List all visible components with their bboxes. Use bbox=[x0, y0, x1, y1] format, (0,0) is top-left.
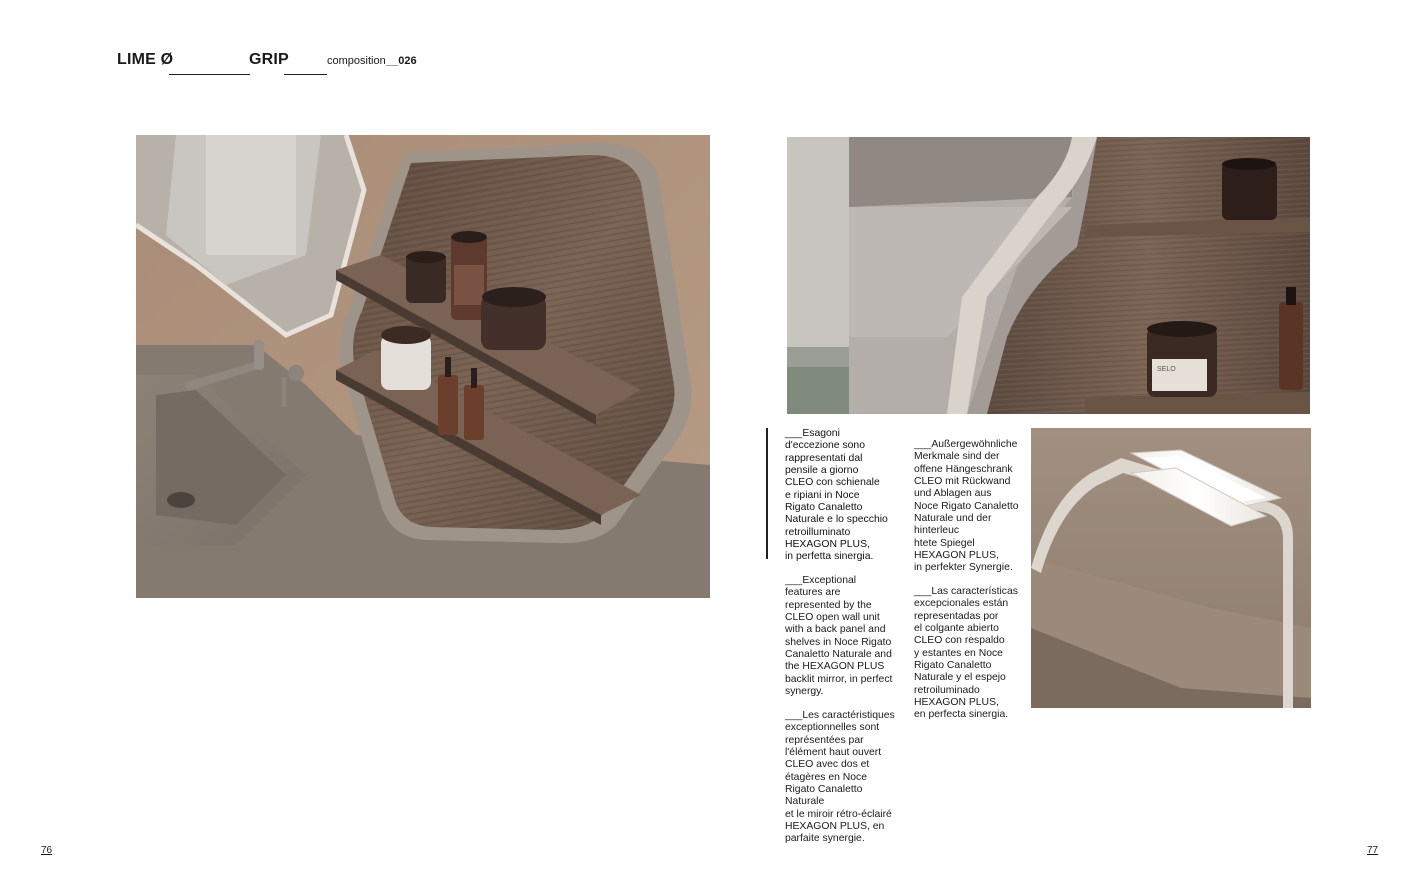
photo-hexagon-shelf bbox=[136, 135, 710, 598]
header-composition-number: __026 bbox=[386, 55, 417, 67]
page-number-left: 76 bbox=[41, 845, 53, 856]
text-french: ___Les caractéristiques exceptionnelles sont représentées par l'élément haut ouvert CLEO avec dos et étagères en Noce Rigato Canaletto Naturale et le miroir rétro-éclairé HEXAGON PLUS, en parfaite synergie. bbox=[785, 710, 895, 845]
header-title-grip: GRIP bbox=[249, 51, 289, 68]
text-german: ___Außergewöhnliche Merkmale sind der offene Hängeschrank CLEO mit Rückwand und Ablagen aus Noce Rigato Canaletto Naturale und der hinterleuc htete Spiegel HEXAGON PLUS, in perfekter Synergie. bbox=[914, 439, 1019, 574]
text-accent-rule bbox=[766, 428, 768, 559]
photo-backlit-light bbox=[1031, 428, 1311, 708]
text-italian: ___Esagoni d'eccezione sono rappresentati dal pensile a giorno CLEO con schienale e ripiani in Noce Rigato Canaletto Naturale e lo specchio retroilluminato HEXAGON PLUS, in perfetta sinergia. bbox=[785, 428, 888, 563]
header-rule-1 bbox=[169, 74, 250, 75]
page-number-right: 77 bbox=[1367, 845, 1379, 856]
text-english: ___Exceptional features are represented by the CLEO open wall unit with a back panel and shelves in Noce Rigato Canaletto Naturale and the HEXAGON PLUS backlit mirror, in perfect synergy. bbox=[785, 575, 893, 698]
header-composition-label: composition bbox=[327, 55, 386, 67]
text-spanish: ___Las características excepcionales están representadas por el colgante abierto CLEO con respaldo y estantes en Noce Rigato Canaletto Naturale y el espejo retroiluminado HEXAGON PLUS, en perfecta sinergia. bbox=[914, 586, 1018, 721]
jar-label: SELO bbox=[1157, 366, 1176, 373]
header-rule-2 bbox=[284, 74, 327, 75]
photo-shelf-closeup bbox=[787, 137, 1310, 414]
header-title-lime: LIME Ø bbox=[117, 51, 174, 68]
